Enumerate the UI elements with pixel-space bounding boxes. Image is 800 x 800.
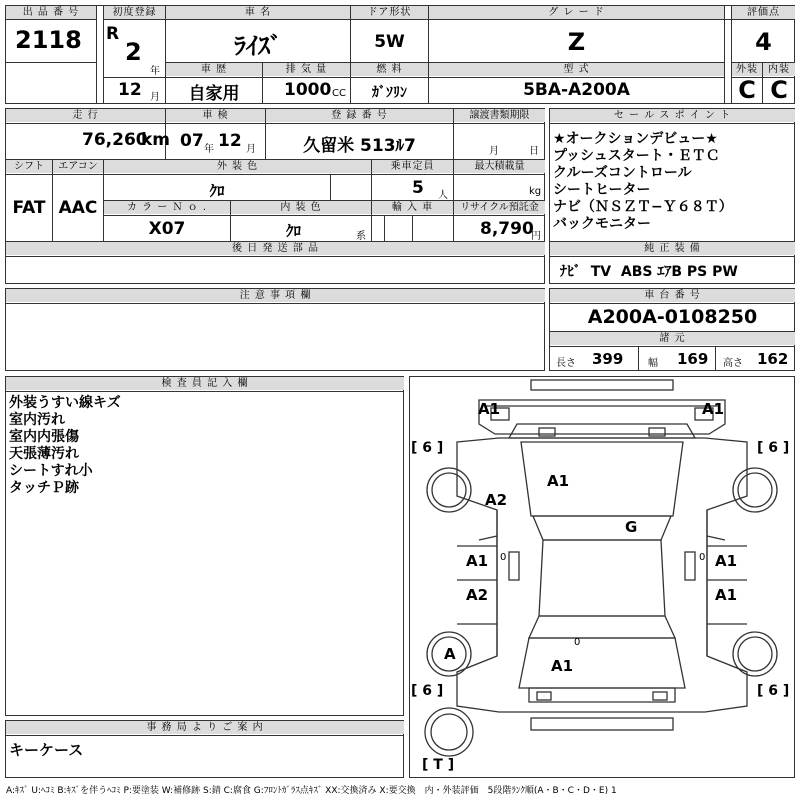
door-label: ドア形状 [351, 6, 428, 19]
capacity-label: 乗車定員 [372, 160, 453, 173]
equipment-label: 純 正 装 備 [550, 242, 795, 255]
inspector-note: 室内汚れ [9, 412, 65, 428]
chassis-label: 車 台 番 号 [550, 289, 795, 302]
car-name: ﾗｲｽﾞ [234, 32, 282, 60]
mileage-label: 走 行 [6, 109, 165, 122]
capacity: 5 [412, 178, 424, 198]
tire-spare: [ T ] [422, 757, 455, 773]
inspection-year-unit: 年 [204, 144, 214, 155]
doc-month: 月 [489, 146, 499, 157]
later-parts-label: 後 日 発 送 部 品 [6, 242, 545, 255]
int-color: ｸﾛ [285, 222, 301, 240]
reg-no: 久留米 513ﾙ7 [303, 136, 416, 156]
exterior-grade: C [738, 76, 756, 104]
mark-door-front-left: A1 [466, 552, 489, 570]
reg-month: 12 [118, 80, 142, 100]
mileage-unit: km [141, 130, 171, 150]
sales-point: バックモニター [553, 216, 651, 232]
history: 自家用 [188, 84, 240, 104]
office-label: 事 務 局 よ り ご 案 内 [6, 721, 404, 734]
capacity-unit: 人 [438, 190, 448, 201]
mark-fender-left: A2 [485, 491, 508, 509]
inspection-year: 07 [180, 131, 204, 151]
chassis-number: A200A-0108250 [587, 306, 758, 328]
int-color-label: 内 装 色 [231, 201, 371, 214]
ac-label: エアコン [53, 160, 103, 173]
equipment: ﾅﾋﾞ TV ABS ｴｱB PS PW [560, 264, 738, 280]
mark-door-rear-right: A1 [715, 586, 738, 604]
lot-label: 出 品 番 号 [6, 6, 96, 19]
month-unit: 月 [150, 92, 160, 103]
recycle-unit: 円 [531, 231, 541, 242]
ac: AAC [58, 198, 98, 218]
score: 4 [755, 28, 772, 56]
mark-roof: G [625, 518, 638, 536]
sales-point: ★オークションデビュー★ [553, 131, 718, 147]
sales-points-label: セ ー ル ス ポ イ ン ト [550, 109, 795, 122]
color-no-label: カ ラ ー Ｎ ｏ . [104, 201, 230, 214]
tire-rear-right: [ 6 ] [757, 683, 790, 699]
width: 169 [677, 350, 709, 368]
length-label: 長さ [556, 358, 576, 369]
displacement: 1000 [284, 80, 332, 100]
inspection-month-unit: 月 [246, 144, 256, 155]
int-color-unit: 系 [356, 231, 366, 242]
sales-points-list [553, 131, 733, 233]
width-label: 幅 [648, 358, 658, 369]
legend: A:ｷｽﾞ U:ﾍｺﾐ B:ｷｽﾞを伴うﾍｺﾐ P:要塗装 W:補修跡 S:錆 C:腐食 G:ﾌﾛﾝﾄｶﾞﾗｽ点ｷｽﾞ XX:交換済み X:要交換 内・外装評価 5段階ﾗﾝｸ順(A・B・C・D・E) 1 [6, 786, 617, 796]
zero-center: 0 [574, 637, 581, 648]
model-label: 型 式 [429, 63, 724, 76]
inspector-label: 検 査 員 記 入 欄 [6, 377, 404, 390]
height: 162 [757, 350, 789, 368]
inspector-note: シートすれ小 [9, 463, 93, 479]
displacement-label: 排 気 量 [263, 63, 350, 76]
import-label: 輸 入 車 [372, 201, 453, 214]
interior-label: 内装 [763, 63, 795, 76]
mark-wheel-rear-left: A [444, 645, 456, 663]
inspection-month: 12 [218, 131, 242, 151]
sales-point: ナビ（ＮＳＺＴ−Ｙ６８Ｔ） [553, 199, 733, 215]
mark-rear: A1 [551, 657, 574, 675]
displacement-unit: CC [332, 88, 346, 99]
shift: FAT [12, 198, 46, 218]
doc-deadline-label: 譲渡書類期限 [454, 109, 545, 122]
inspection-label: 車 検 [166, 109, 265, 122]
fuel-label: 燃 料 [351, 63, 428, 76]
sales-point: プッシュスタート・ＥＴＣ [553, 148, 720, 164]
color-no: X07 [148, 219, 186, 239]
sales-point: シートヒーター [553, 182, 651, 198]
inspector-note: 外装うすい線キズ [9, 395, 121, 411]
length: 399 [592, 350, 624, 368]
mark-front-right: A1 [702, 400, 725, 418]
height-label: 高さ [723, 358, 743, 369]
interior-grade: C [770, 76, 788, 104]
shift-label: シフト [6, 160, 52, 173]
max-load-label: 最大積載量 [454, 160, 545, 173]
max-load-unit: kg [529, 186, 542, 197]
office-note: キーケース [9, 741, 84, 759]
era: R [106, 24, 120, 44]
grade-label: グ レ ー ド [429, 6, 724, 19]
year-unit: 年 [150, 66, 160, 77]
zero-left: 0 [500, 552, 507, 563]
mark-door-front-right: A1 [715, 552, 738, 570]
ext-color-label: 外 装 色 [104, 160, 371, 173]
tire-front-right: [ 6 ] [757, 440, 790, 456]
sales-point: クルーズコントロール [553, 165, 692, 181]
exterior-label: 外装 [732, 63, 762, 76]
notes-label: 注 意 事 項 欄 [6, 289, 545, 302]
doc-day: 日 [529, 146, 539, 157]
history-label: 車 歴 [166, 63, 262, 76]
car-name-label: 車 名 [166, 6, 350, 19]
mark-hood: A1 [547, 472, 570, 490]
door-type: 5W [374, 32, 405, 52]
specs-label: 諸 元 [550, 332, 795, 345]
model: 5BA-A200A [523, 80, 630, 100]
ext-color: ｸﾛ [209, 182, 225, 200]
inspector-list [9, 395, 121, 497]
recycle-fee: 8,790 [480, 219, 534, 239]
mark-front-left: A1 [478, 400, 501, 418]
reg-no-label: 登 録 番 号 [266, 109, 453, 122]
recycle-label: リサイクル預託金 [454, 201, 545, 214]
mileage: 76,260 [82, 130, 148, 150]
mark-door-rear-left: A2 [466, 586, 489, 604]
zero-right: 0 [699, 552, 706, 563]
inspector-note: タッチＰ跡 [9, 480, 79, 496]
first-reg-label: 初度登録 [104, 6, 165, 19]
reg-year: 2 [125, 38, 142, 66]
inspector-note: 天張薄汚れ [9, 446, 79, 462]
tire-rear-left: [ 6 ] [411, 683, 444, 699]
tire-front-left: [ 6 ] [411, 440, 444, 456]
car-outline [409, 376, 795, 778]
score-label: 評価点 [732, 6, 795, 19]
lot-number: 2118 [15, 26, 82, 54]
fuel: ｶﾞｿﾘﾝ [372, 85, 407, 101]
grade: Z [567, 28, 586, 56]
inspector-note: 室内内張傷 [9, 429, 79, 445]
